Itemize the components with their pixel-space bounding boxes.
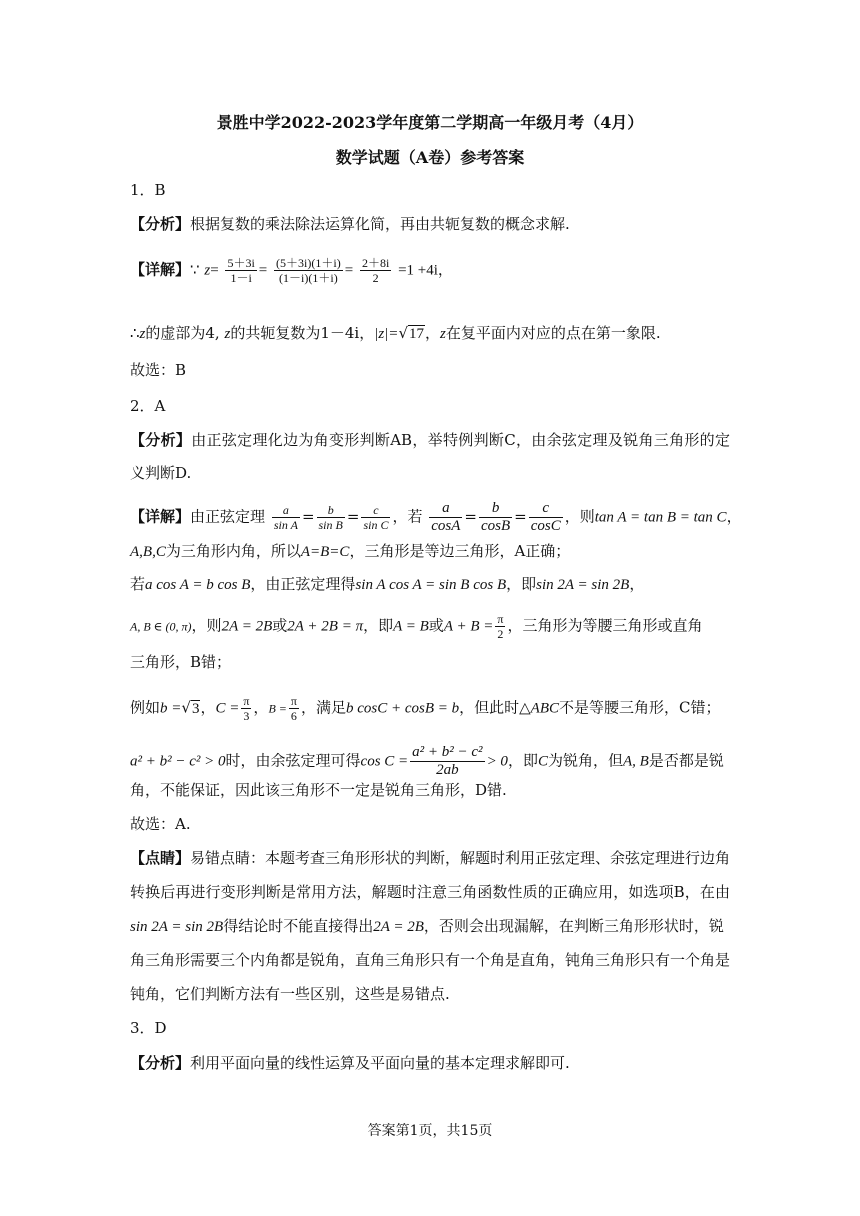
q2-number: 2．A bbox=[130, 397, 166, 415]
q1-detail-formula: 【详解】∵ z= $\frac{5+3i}{1-i}$ = $\frac{(5+3i)(1+i)}{(1-i)(1+i)}$ = $\frac{2+8i}{2}$ =1 +4i， bbox=[130, 256, 453, 285]
page-footer: 答案第1页，共15页 bbox=[367, 1123, 493, 1139]
q2-tip-line1: 【点睛】易错点睛：本题考查三角形形状的判断，解题时利用正弦定理、余弦定理进行边角 bbox=[130, 849, 731, 867]
q2-detail-line2: A,B,C为三角形内角，所以A=B=C，三角形是等边三角形，A正确； bbox=[130, 542, 571, 560]
q2-detail-line4: A, B ∈ (0, π)，则2A = 2B或2A + 2B = π，即A = B或A + B = $\frac{\pi}{2}$ ，三角形为等腰三角形或直角 bbox=[130, 612, 703, 641]
fraction: $\frac{2+8i}{2}$ bbox=[361, 256, 390, 285]
fraction: $\frac{(5+3i)(1+i)}{(1-i)(1+i)}$ bbox=[276, 256, 341, 285]
q2-tip-line2: 转换后再进行变形判断是常用方法，解题时注意三角函数性质的正确应用，如选项B，在由 bbox=[130, 883, 730, 901]
q2-detail-line8: 角，不能保证，因此该三角形不一定是锐角三角形，D错. bbox=[130, 781, 507, 799]
fraction: $\frac{5+3i}{1-i}$ bbox=[227, 256, 255, 285]
q1-conclusion: ∴z的虚部为4, z的共轭复数为1－4i，|z|=√17，z在复平面内对应的点在第一象限. bbox=[130, 324, 661, 342]
q3-analysis: 【分析】利用平面向量的线性运算及平面向量的基本定理求解即可. bbox=[130, 1054, 570, 1072]
q1-analysis: 【分析】根据复数的乘法除法运算化简，再由共轭复数的概念求解. bbox=[130, 215, 570, 233]
q2-detail-line1: 【详解】由正弦定理 $\frac{a}{\text{sin A}}$ = $\frac{b}{\text{sin B}}$ = $\frac{c}{\text{sin C}}$ ，若 $\frac{a}{\cos A}$ = $\frac{b}{\cos B}$ = $\frac{c}{\cos C}$ ，则tan A = tan B = tan C， bbox=[130, 500, 742, 534]
q2-tip-line5: 钝角，它们判断方法有一些区别，这些是易错点. bbox=[130, 985, 450, 1003]
q1-answer: 故选：B bbox=[130, 361, 187, 379]
q2-answer: 故选：A. bbox=[130, 815, 191, 833]
q2-detail-line3: 若a cos A = b cos B，由正弦定理得sin A cos A = sin B cos B，即sin 2A = sin 2B， bbox=[130, 575, 645, 593]
q2-analysis-line2: 义判断D. bbox=[130, 464, 192, 482]
q2-detail-line6: 例如b =√3，C = $\frac{\pi}{3}$ ，B = $\frac{\pi}{6}$ ，满足b cosC + cosB = b，但此时△ABC不是等腰三角形，C错； bbox=[130, 694, 721, 723]
q2-tip-line3: sin 2A = sin 2B得结论时不能直接得出2A = 2B，否则会出现漏解，在判断三角形形状时，锐 bbox=[130, 917, 724, 935]
page-subtitle: 数学试题（A卷）参考答案 bbox=[335, 148, 525, 167]
q2-detail-line5: 三角形，B错； bbox=[130, 653, 232, 671]
q2-detail-line7: a² + b² − c² > 0时，由余弦定理可得cos C = $\frac{\text{a² + b² − c²}}{2ab}$ > 0，即C为锐角，但A, B是否都是锐 bbox=[130, 744, 724, 778]
q1-number: 1．B bbox=[130, 181, 166, 199]
q3-number: 3．D bbox=[130, 1019, 167, 1037]
q2-analysis-line1: 【分析】由正弦定理化边为角变形判断AB，举特例判断C，由余弦定理及锐角三角形的定 bbox=[130, 431, 730, 449]
q2-tip-line4: 角三角形需要三个内角都是锐角，直角三角形只有一个角是直角，钝角三角形只有一个角是 bbox=[130, 951, 731, 969]
page-title: 景胜中学2022-2023学年度第二学期高一年级月考（4月） bbox=[216, 113, 644, 132]
